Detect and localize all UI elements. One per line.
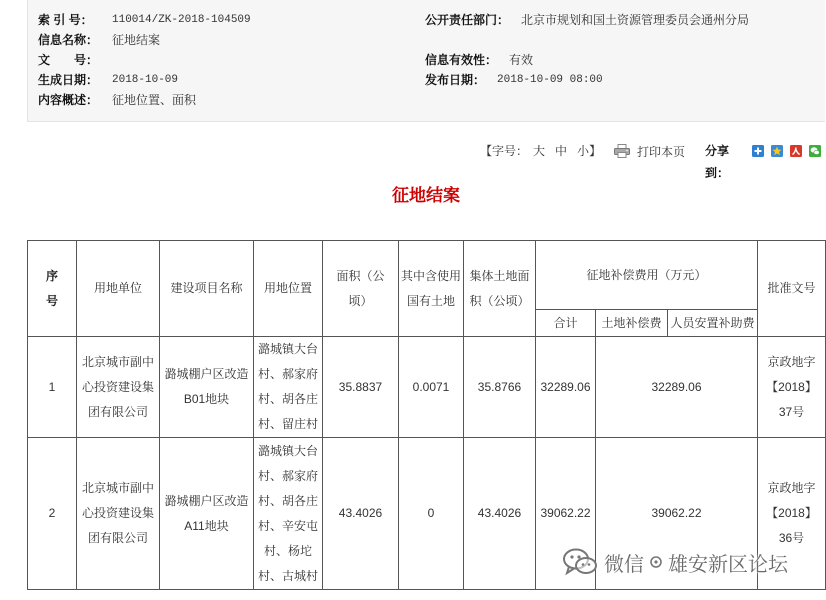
cell-project-name: 潞城棚户区改造B01地块 xyxy=(160,337,254,438)
validity-label: 信息有效性： xyxy=(425,53,498,67)
meta-right-cell xyxy=(425,10,749,30)
meta-right-cell xyxy=(425,50,533,70)
cell-comp-land-resettle: 39062.22 xyxy=(596,438,758,590)
meta-right-cell xyxy=(425,70,603,90)
header-collective-area: 集体土地面积（公顷） xyxy=(464,241,536,337)
header-land-unit: 用地单位 xyxy=(77,241,160,337)
meta-row-info-name xyxy=(28,30,825,50)
published-date-value: 2018-10-09 08:00 xyxy=(497,74,603,86)
info-name-label: 信息名称： xyxy=(38,33,99,47)
printer-icon[interactable] xyxy=(614,144,630,158)
cell-area: 35.8837 xyxy=(323,337,399,438)
meta-row-index xyxy=(28,10,825,30)
separator-dot-icon xyxy=(648,554,664,570)
index-number-label: 索 引 号： xyxy=(38,13,93,27)
cell-state-land: 0.0071 xyxy=(399,337,464,438)
cell-approval-number: 京政地字【2018】36号 xyxy=(758,438,826,590)
cell-approval-number: 京政地字【2018】37号 xyxy=(758,337,826,438)
font-size-medium-link[interactable]: 中 xyxy=(555,144,568,158)
cell-comp-land-resettle: 32289.06 xyxy=(596,337,758,438)
meta-left-cell xyxy=(28,50,425,70)
cell-location: 潞城镇大台村、郝家府村、胡各庄村、留庄村 xyxy=(254,337,323,438)
header-row xyxy=(28,241,826,310)
cell-state-land: 0 xyxy=(399,438,464,590)
summary-label: 内容概述： xyxy=(38,93,99,107)
index-number-value: 110014/ZK-2018-104509 xyxy=(112,14,251,26)
header-comp-land: 土地补偿费 xyxy=(596,310,668,337)
header-seq: 序号 xyxy=(28,241,77,337)
renren-icon[interactable] xyxy=(790,145,802,157)
header-state-land: 其中含使用国有土地 xyxy=(399,241,464,337)
cell-seq: 2 xyxy=(28,438,77,590)
add-share-icon[interactable] xyxy=(752,145,764,157)
watermark-prefix: 微信 xyxy=(604,553,644,576)
cell-collective-area: 43.4026 xyxy=(464,438,536,590)
cell-location: 潞城镇大台村、郝家府村、胡各庄村、辛安屯村、杨坨村、古城村 xyxy=(254,438,323,590)
summary-value: 征地位置、面积 xyxy=(112,93,197,107)
share-to-label: 分享到： xyxy=(705,144,730,180)
share-icons-group xyxy=(752,145,826,157)
wechat-icon xyxy=(562,547,598,577)
font-size-switcher xyxy=(480,141,601,161)
header-approval-number: 批准文号 xyxy=(758,241,826,337)
meta-left-cell xyxy=(28,70,425,90)
meta-row-summary xyxy=(28,90,825,110)
page-title: 征地结案 xyxy=(392,186,460,205)
meta-left-cell xyxy=(28,10,425,30)
header-area: 面积（公顷） xyxy=(323,241,399,337)
qzone-icon[interactable] xyxy=(771,145,783,157)
doc-number-label: 文 号： xyxy=(38,53,99,67)
created-date-value: 2018-10-09 xyxy=(112,74,179,86)
header-comp-resettle: 人员安置补助费 xyxy=(668,310,758,337)
department-label: 公开责任部门： xyxy=(425,13,510,27)
published-date-label: 发布日期： xyxy=(425,73,486,87)
font-size-close-label: 】 xyxy=(589,144,602,158)
font-size-small-link[interactable]: 小 xyxy=(577,144,590,158)
meta-left-cell xyxy=(28,90,425,110)
font-size-large-link[interactable]: 大 xyxy=(533,144,546,158)
watermark-account: 雄安新区论坛 xyxy=(668,553,788,576)
print-page-label[interactable]: 打印本页 xyxy=(637,144,686,159)
wechat-icon[interactable] xyxy=(809,145,821,157)
land-acquisition-table xyxy=(27,240,826,590)
validity-value: 有效 xyxy=(509,53,534,67)
department-value: 北京市规划和国土资源管理委员会通州分局 xyxy=(521,13,750,27)
header-project-name: 建设项目名称 xyxy=(160,241,254,337)
table-row xyxy=(28,337,826,438)
cell-area: 43.4026 xyxy=(323,438,399,590)
print-page-button[interactable] xyxy=(614,141,685,161)
cell-land-unit: 北京城市副中心投资建设集团有限公司 xyxy=(77,438,160,590)
info-metadata-panel xyxy=(27,0,825,122)
cell-comp-total: 39062.22 xyxy=(536,438,596,590)
info-name-value: 征地结案 xyxy=(112,33,161,47)
meta-row-dates xyxy=(28,70,825,90)
meta-row-doc-no xyxy=(28,50,825,70)
created-date-label: 生成日期： xyxy=(38,73,99,87)
header-comp-total: 合计 xyxy=(536,310,596,337)
meta-left-cell xyxy=(28,30,425,50)
wechat-watermark xyxy=(562,546,788,578)
header-location: 用地位置 xyxy=(254,241,323,337)
cell-project-name: 潞城棚户区改造A11地块 xyxy=(160,438,254,590)
cell-land-unit: 北京城市副中心投资建设集团有限公司 xyxy=(77,337,160,438)
header-compensation: 征地补偿费用（万元） xyxy=(536,241,758,310)
cell-collective-area: 35.8766 xyxy=(464,337,536,438)
font-size-open-label: 【字号： xyxy=(480,144,529,158)
cell-seq: 1 xyxy=(28,337,77,438)
cell-comp-total: 32289.06 xyxy=(536,337,596,438)
